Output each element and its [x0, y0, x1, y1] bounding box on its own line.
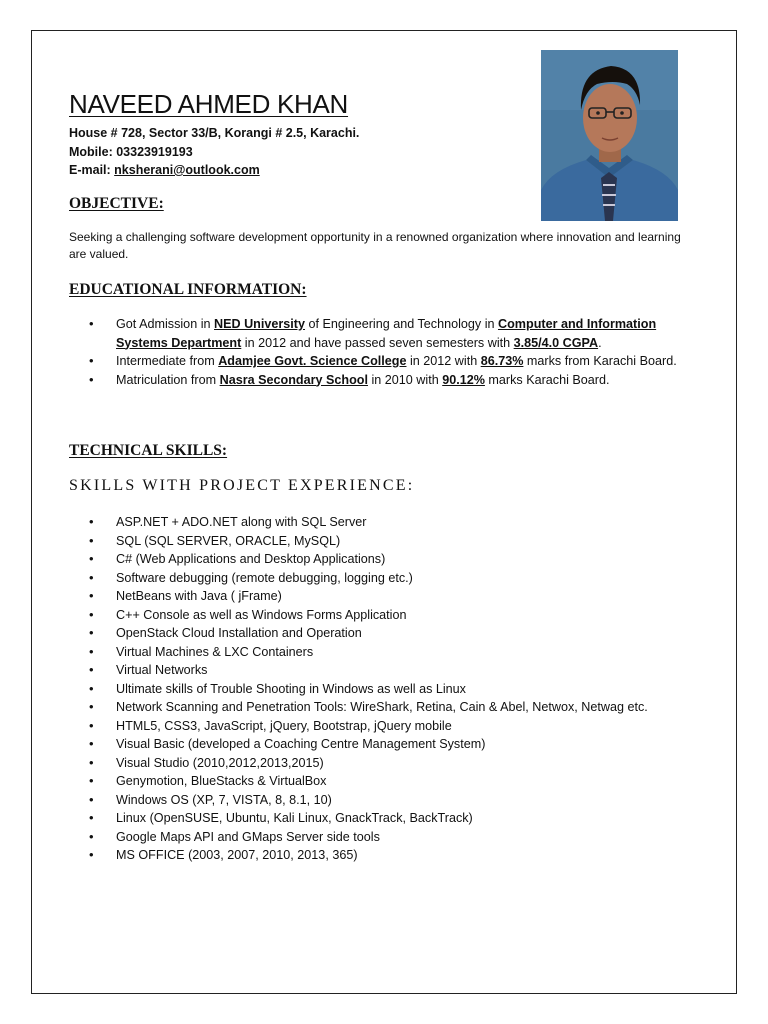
list-item: • Virtual Machines & LXC Containers — [69, 643, 699, 662]
address-line: House # 728, Sector 33/B, Korangi # 2.5, Karachi. — [69, 126, 360, 140]
list-item: • HTML5, CSS3, JavaScript, jQuery, Bootstrap, jQuery mobile — [69, 717, 699, 736]
list-item: • Got Admission in NED University of Engineering and Technology in Computer and Information Systems Department in 2012 and have passed seven semesters with 3.85/4.0 CGPA. — [69, 315, 699, 352]
list-item: • OpenStack Cloud Installation and Operation — [69, 624, 699, 643]
email-label: E-mail: — [69, 163, 115, 177]
technical-skills-heading: TECHNICAL SKILLS: — [69, 442, 228, 459]
list-item: • Google Maps API and GMaps Server side tools — [69, 828, 699, 847]
mobile-number: 03323919193 — [116, 144, 193, 159]
email-line — [69, 161, 359, 180]
profile-photo — [541, 50, 678, 221]
list-item: • C++ Console as well as Windows Forms Application — [69, 606, 699, 625]
objective-text: Seeking a challenging software development opportunity in a renowned organization where innovation and learning are valued. — [69, 230, 681, 261]
list-item: • Visual Studio (2010,2012,2013,2015) — [69, 754, 699, 773]
mobile-line — [69, 143, 359, 162]
list-item: • Windows OS (XP, 7, VISTA, 8, 8.1, 10) — [69, 791, 699, 810]
contact-block — [69, 124, 359, 180]
list-item: • Visual Basic (developed a Coaching Centre Management System) — [69, 735, 699, 754]
list-item: • SQL (SQL SERVER, ORACLE, MySQL) — [69, 532, 699, 551]
list-item: • MS OFFICE (2003, 2007, 2010, 2013, 365) — [69, 846, 699, 865]
list-item: • Software debugging (remote debugging, logging etc.) — [69, 569, 699, 588]
skills-subheading: SKILLS WITH PROJECT EXPERIENCE: — [69, 477, 415, 494]
list-item: • Genymotion, BlueStacks & VirtualBox — [69, 772, 699, 791]
list-item: • Linux (OpenSUSE, Ubuntu, Kali Linux, GnackTrack, BackTrack) — [69, 809, 699, 828]
list-item: • ASP.NET + ADO.NET along with SQL Server — [69, 513, 699, 532]
list-item: • Matriculation from Nasra Secondary School in 2010 with 90.12% marks Karachi Board. — [69, 371, 699, 390]
list-item: • Virtual Networks — [69, 661, 699, 680]
objective-heading: OBJECTIVE: — [69, 195, 164, 212]
list-item: • NetBeans with Java ( jFrame) — [69, 587, 699, 606]
skills-list — [69, 513, 699, 865]
email-link[interactable]: nksherani@outlook.com — [114, 163, 260, 177]
list-item: • C# (Web Applications and Desktop Applications) — [69, 550, 699, 569]
mobile-label: Mobile: — [69, 144, 117, 159]
list-item: • Network Scanning and Penetration Tools: WireShark, Retina, Cain & Abel, Netwox, Netwag etc. — [69, 698, 699, 717]
education-list — [69, 315, 699, 389]
education-heading: EDUCATIONAL INFORMATION: — [69, 281, 307, 298]
candidate-name: NAVEED AHMED KHAN — [69, 89, 349, 119]
list-item: • Ultimate skills of Trouble Shooting in Windows as well as Linux — [69, 680, 699, 699]
list-item: • Intermediate from Adamjee Govt. Science College in 2012 with 86.73% marks from Karachi Board. — [69, 352, 699, 371]
